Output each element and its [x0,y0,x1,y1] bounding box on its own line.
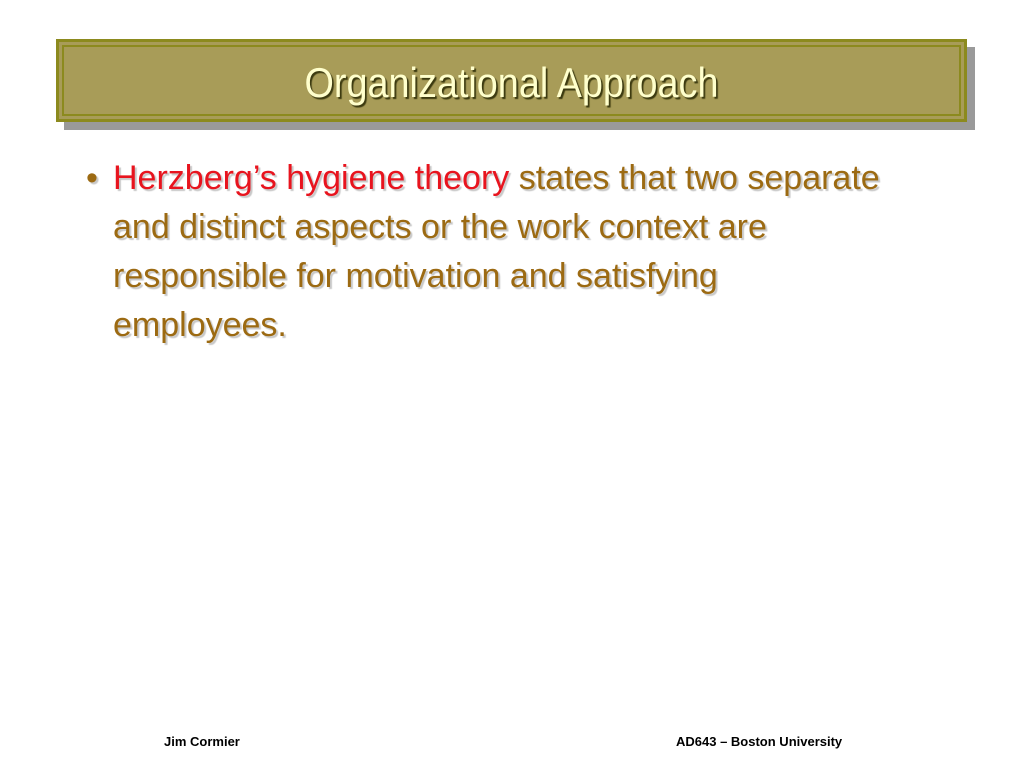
bullet-text [113,154,886,350]
bullet-marker: • [86,159,98,197]
bullet-rest: states that two separate and distinct aspects or the work context are responsible for motivation and satisfying employees. [113,159,880,344]
highlight-term: Herzberg’s hygiene theory [113,159,510,197]
footer-course: AD643 – Boston University [676,734,843,749]
footer-author: Jim Cormier [164,734,240,749]
slide-body [86,154,886,350]
slide-title: Organizational Approach [304,59,719,106]
bullet-item [86,154,886,350]
title-box [56,39,967,122]
